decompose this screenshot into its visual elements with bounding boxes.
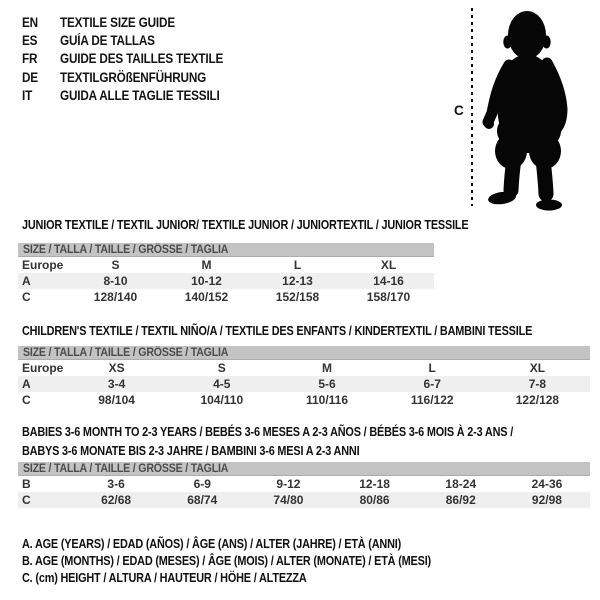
table-cell: XL [380,258,397,272]
section-title [22,322,600,341]
table-cell: 68/74 [187,493,218,507]
section-title-line [22,442,586,461]
size-header-bar [18,462,590,476]
language-code: EN [22,14,38,30]
table-cell: XL [529,361,546,375]
table-cell: XS [108,361,125,375]
height-measure-label: C [454,103,464,118]
row-label: A [22,377,31,391]
table-cell: 110/116 [305,393,349,407]
row-label: Europe [22,361,64,375]
language-row [22,68,248,86]
table-cell: L [428,361,436,375]
language-code: DE [22,69,38,85]
table-cell: 92/98 [531,493,562,507]
table-cell: 8-10 [103,274,128,288]
table-row [18,273,434,289]
section-title-text: JUNIOR TEXTILE / TEXTIL JUNIOR/ TEXTILE JUNIOR / JUNIORTEXTIL / JUNIOR TESSILE [22,218,469,232]
table-cell: S [111,258,120,272]
table-cell: 14-16 [373,274,404,288]
table-cell: 128/140 [93,290,138,304]
language-row [22,31,248,49]
section-title-line [22,423,586,442]
language-title: TEXTILGRÖßENFÜHRUNG [60,69,207,85]
table-cell: L [293,258,302,272]
table-cell: 158/170 [366,290,411,304]
table-cell: 74/80 [273,493,304,507]
section-title-line [22,322,600,341]
table-row [18,360,590,376]
table-cell: 18-24 [445,477,477,491]
table-row [18,492,590,508]
footnotes [22,536,492,588]
table-cell: 3-6 [107,477,125,491]
language-title: TEXTILE SIZE GUIDE [60,14,175,30]
height-measure-dashed-line [471,8,473,206]
table-cell: 6-9 [193,477,211,491]
language-row [22,13,248,31]
section-title-text: BABIES 3-6 MONTH TO 2-3 YEARS / BEBÉS 3-6 MESES A 2-3 AÑOS / BÉBÉS 3-6 MOIS À 2-3 ANS / [22,425,514,439]
language-title-list [22,13,248,105]
junior-size-table [18,243,434,305]
table-cell: 122/128 [515,393,560,407]
table-row [18,289,434,305]
table-cell: 4-5 [213,377,231,391]
table-cell: 104/110 [200,393,244,407]
row-label: C [22,493,31,507]
table-cell: 86/92 [445,493,476,507]
row-label: C [22,393,31,407]
table-cell: S [217,361,226,375]
table-cell: 62/68 [101,493,132,507]
row-label: B [22,477,31,491]
language-title: GUIDA ALLE TAGLIE TESSILI [60,88,220,104]
footnote-text: B. AGE (MONTHS) / EDAD (MESES) / ÂGE (MOIS) / ALTER (MONATE) / ETÀ (MESI) [22,554,431,569]
row-label: A [22,274,31,288]
footnote-text: C. (cm) HEIGHT / ALTURA / HAUTEUR / HÖHE / ALTEZZA [22,571,307,586]
table-cell: 152/158 [275,290,320,304]
language-code: IT [22,88,33,104]
table-cell: M [201,258,212,272]
table-row [18,376,590,392]
size-header-text: SIZE / TALLA / TAILLE / GRÖSSE / TAGLIA [23,346,229,359]
section-title-text: CHILDREN'S TEXTILE / TEXTIL NIÑO/A / TEXTILE DES ENFANTS / KINDERTEXTIL / BAMBINI TESSILE [22,324,533,338]
row-label: C [22,290,31,304]
table-cell: 98/104 [98,393,135,407]
table-cell: 7-8 [528,377,547,391]
section-title [22,423,586,461]
table-row [18,257,434,273]
table-row [18,392,590,408]
table-row [18,476,590,492]
table-cell: 140/152 [184,290,229,304]
table-cell: 3-4 [107,377,126,391]
size-header-text: SIZE / TALLA / TAILLE / GRÖSSE / TAGLIA [23,243,229,256]
table-cell: 116/122 [410,393,454,407]
language-code: ES [22,33,38,49]
language-title: GUÍA DE TALLAS [60,33,155,49]
footnote-row [22,553,492,570]
babies-size-table [18,462,590,508]
table-cell: 24-36 [531,477,563,491]
table-cell: 10-12 [191,274,222,288]
row-label: Europe [22,258,64,272]
footnote-text: A. AGE (YEARS) / EDAD (AÑOS) / ÂGE (ANS) / ALTER (JAHRE) / ETÀ (ANNI) [22,537,402,551]
children-size-table [18,346,590,408]
table-cell: M [322,361,332,375]
table-cell: 12-13 [282,274,313,288]
size-header-bar [18,243,434,257]
section-title-text: BABYS 3-6 MONATE BIS 2-3 JAHRE / BAMBINI 3-6 MESI A 2-3 ANNI [22,444,360,458]
table-cell: 12-18 [359,477,390,491]
language-code: FR [22,51,38,67]
table-cell: 80/86 [359,493,390,507]
footnote-row [22,536,492,553]
table-cell: 5-6 [318,377,336,391]
table-cell: 9-12 [276,477,301,491]
size-header-text: SIZE / TALLA / TAILLE / GRÖSSE / TAGLIA [23,462,229,475]
section-title [22,216,535,235]
language-row [22,50,248,68]
language-row [22,87,248,105]
language-title: GUIDE DES TAILLES TEXTILE [60,51,224,67]
footnote-row [22,570,492,587]
section-title-line [22,216,535,235]
toddler-silhouette-icon [482,1,600,213]
table-cell: 6-7 [423,377,441,391]
size-header-bar [18,346,590,360]
